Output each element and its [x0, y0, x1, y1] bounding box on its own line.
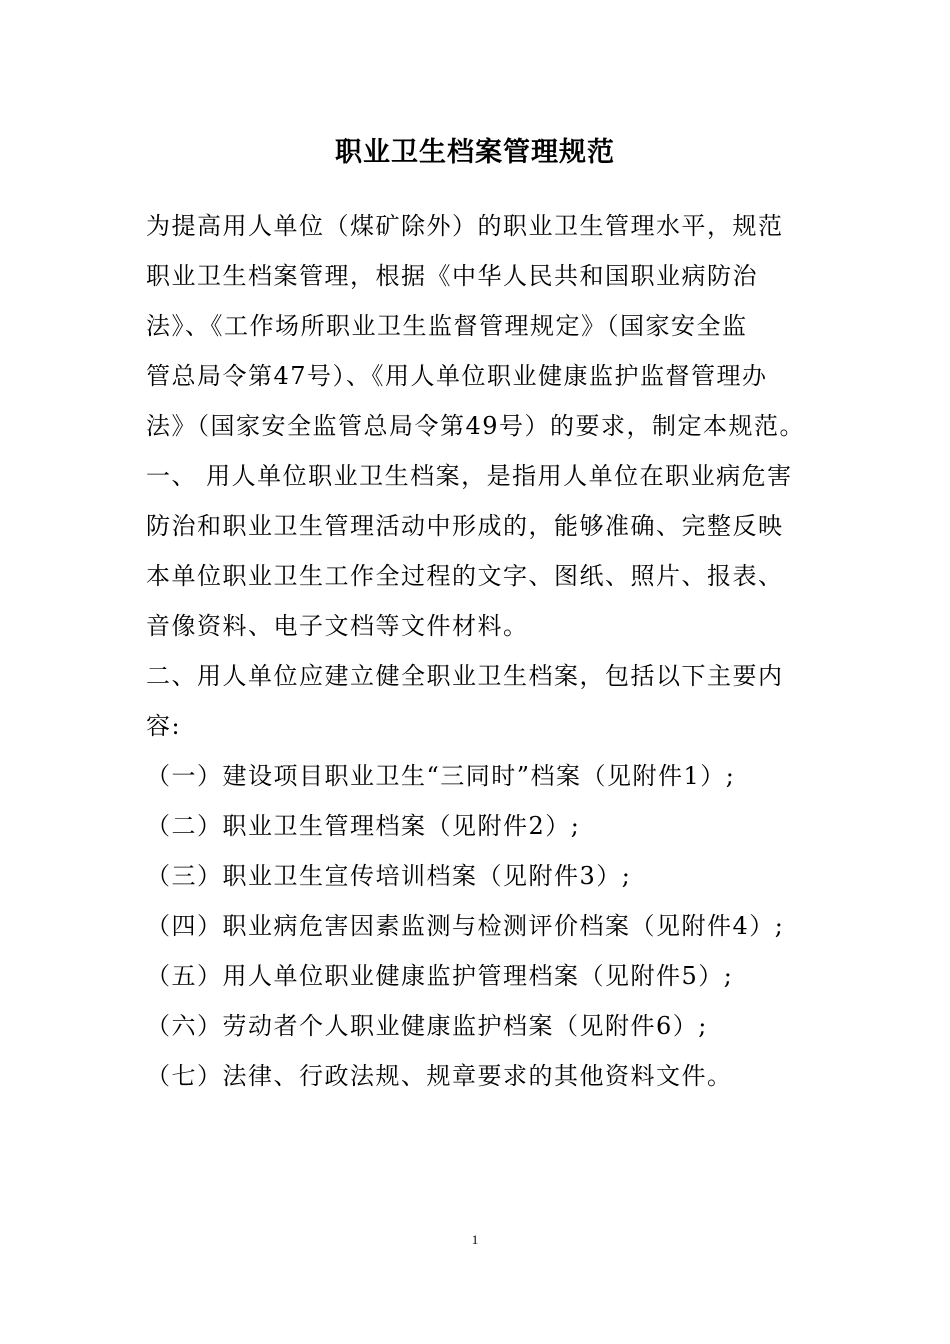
paragraph-line: 法》（国家安全监管总局令第49号）的要求，制定本规范。: [146, 412, 806, 440]
list-item: （七）法律、行政法规、规章要求的其他资料文件。: [146, 1062, 733, 1090]
paragraph-line: 管总局令第47号）、《用人单位职业健康监护监督管理办: [146, 362, 768, 390]
section-one-line: 本单位职业卫生工作全过程的文字、图纸、照片、报表、: [146, 562, 784, 590]
list-item: （一）建设项目职业卫生“三同时”档案（见附件1）;: [146, 762, 736, 790]
list-item: （六）劳动者个人职业健康监护档案（见附件6）;: [146, 1012, 708, 1040]
paragraph-line: 法》、《工作场所职业卫生监督管理规定》（国家安全监: [146, 312, 748, 340]
section-one-line: 音像资料、电子文档等文件材料。: [146, 612, 529, 640]
list-item: （四）职业病危害因素监测与检测评价档案（见附件4）;: [146, 912, 785, 940]
section-two-line: 二、用人单位应建立健全职业卫生档案，包括以下主要内: [146, 662, 784, 690]
list-item: （二）职业卫生管理档案（见附件2）;: [146, 812, 581, 840]
section-two-line: 容:: [146, 712, 182, 740]
paragraph-line: 为提高用人单位（煤矿除外）的职业卫生管理水平，规范: [146, 212, 784, 240]
page-title: 职业卫生档案管理规范: [335, 137, 615, 168]
page-number: 1: [471, 1232, 479, 1247]
paragraph-line: 职业卫生档案管理，根据《中华人民共和国职业病防治: [146, 262, 758, 290]
section-one-line: 防治和职业卫生管理活动中形成的，能够准确、完整反映: [146, 512, 784, 540]
list-item: （五）用人单位职业健康监护管理档案（见附件5）;: [146, 962, 734, 990]
section-one-line: 一、 用人单位职业卫生档案，是指用人单位在职业病危害: [146, 462, 793, 490]
list-item: （三）职业卫生宣传培训档案（见附件3）;: [146, 862, 632, 890]
